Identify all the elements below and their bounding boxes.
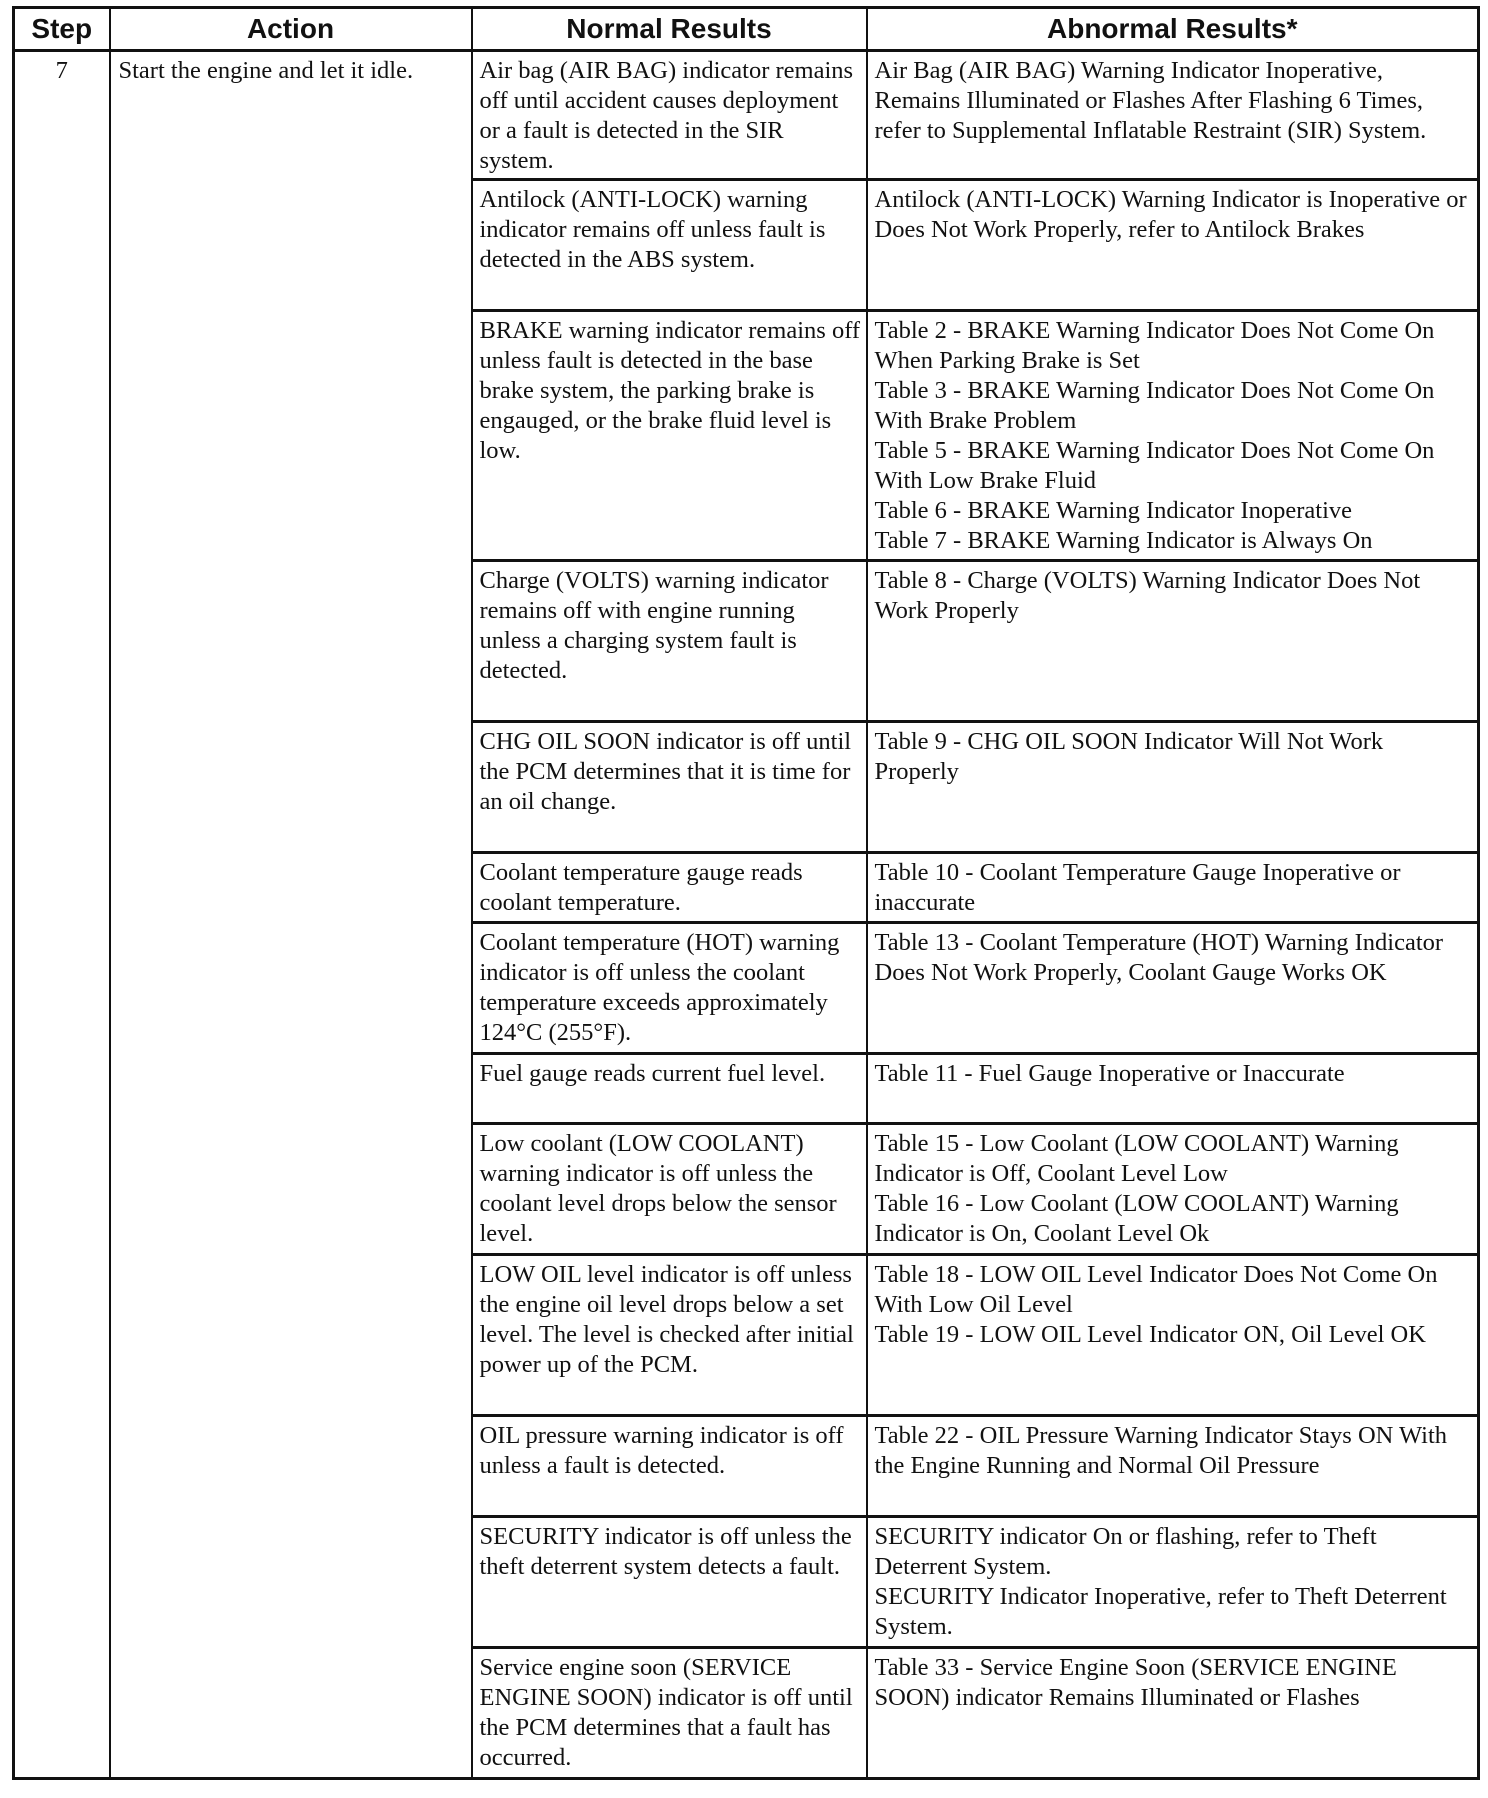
diagnostic-table-page xyxy=(12,6,1477,1780)
abnormal-result xyxy=(867,51,1479,180)
abnormal-entry: Table 5 - BRAKE Warning Indicator Does Not Come On With Low Brake Fluid xyxy=(874,437,1435,494)
abnormal-result xyxy=(867,180,1479,311)
abnormal-entry: Table 10 - Coolant Temperature Gauge Inoperative or inaccurate xyxy=(874,859,1401,916)
abnormal-result xyxy=(867,1124,1479,1255)
normal-result: BRAKE warning indicator remains off unless fault is detected in the base brake system, the parking brake is engauged, or the brake fluid level is low. xyxy=(472,311,867,561)
normal-result: OIL pressure warning indicator is off unless a fault is detected. xyxy=(472,1416,867,1517)
normal-result: Air bag (AIR BAG) indicator remains off until accident causes deployment or a fault is detected in the SIR system. xyxy=(472,51,867,180)
abnormal-entry: SECURITY Indicator Inoperative, refer to Theft Deterrent System. xyxy=(874,1583,1447,1640)
abnormal-entry: Air Bag (AIR BAG) Warning Indicator Inoperative, Remains Illuminated or Flashes After Flashing 6 Times, refer to Supplemental Inflatable Restraint (SIR) System. xyxy=(874,57,1427,144)
abnormal-result xyxy=(867,1416,1479,1517)
abnormal-entry: Table 11 - Fuel Gauge Inoperative or Inaccurate xyxy=(874,1060,1345,1087)
normal-result: LOW OIL level indicator is off unless the engine oil level drops below a set level. The level is checked after initial power up of the PCM. xyxy=(472,1255,867,1416)
abnormal-entry: Table 3 - BRAKE Warning Indicator Does Not Come On With Brake Problem xyxy=(874,377,1435,434)
normal-result: Antilock (ANTI-LOCK) warning indicator remains off unless fault is detected in the ABS system. xyxy=(472,180,867,311)
normal-result: Coolant temperature gauge reads coolant temperature. xyxy=(472,853,867,923)
abnormal-entry: Antilock (ANTI-LOCK) Warning Indicator is Inoperative or Does Not Work Properly, refer to Antilock Brakes xyxy=(874,186,1467,243)
abnormal-entry: Table 13 - Coolant Temperature (HOT) Warning Indicator Does Not Work Properly, Coolant Gauge Works OK xyxy=(874,929,1444,986)
table-body xyxy=(14,51,1479,1779)
normal-result: CHG OIL SOON indicator is off until the PCM determines that it is time for an oil change. xyxy=(472,722,867,853)
abnormal-result xyxy=(867,923,1479,1054)
abnormal-result xyxy=(867,1255,1479,1416)
abnormal-entry: Table 6 - BRAKE Warning Indicator Inoperative xyxy=(874,497,1353,524)
step-number: 7 xyxy=(14,51,110,1779)
abnormal-entry: Table 18 - LOW OIL Level Indicator Does Not Come On With Low Oil Level xyxy=(874,1261,1438,1318)
normal-result: Low coolant (LOW COOLANT) warning indicator is off unless the coolant level drops below the sensor level. xyxy=(472,1124,867,1255)
normal-results-header: Normal Results xyxy=(472,8,867,51)
abnormal-entry: Table 9 - CHG OIL SOON Indicator Will Not Work Properly xyxy=(874,728,1384,785)
normal-result: Charge (VOLTS) warning indicator remains off with engine running unless a charging system fault is detected. xyxy=(472,561,867,722)
abnormal-result xyxy=(867,1517,1479,1648)
diagnostic-table xyxy=(12,6,1480,1780)
abnormal-entry: Table 8 - Charge (VOLTS) Warning Indicator Does Not Work Properly xyxy=(874,567,1421,624)
normal-result: SECURITY indicator is off unless the theft deterrent system detects a fault. xyxy=(472,1517,867,1648)
action-header: Action xyxy=(110,8,472,51)
abnormal-result xyxy=(867,853,1479,923)
normal-result: Fuel gauge reads current fuel level. xyxy=(472,1054,867,1124)
abnormal-result xyxy=(867,311,1479,561)
header-row xyxy=(14,8,1479,51)
abnormal-result xyxy=(867,561,1479,722)
abnormal-entry: Table 2 - BRAKE Warning Indicator Does Not Come On When Parking Brake is Set xyxy=(874,317,1435,374)
abnormal-results-header: Abnormal Results* xyxy=(867,8,1479,51)
abnormal-result xyxy=(867,1648,1479,1779)
abnormal-entry: Table 19 - LOW OIL Level Indicator ON, Oil Level OK xyxy=(874,1321,1426,1348)
abnormal-result xyxy=(867,722,1479,853)
normal-result: Coolant temperature (HOT) warning indicator is off unless the coolant temperature exceeds approximately 124°C (255°F). xyxy=(472,923,867,1054)
abnormal-entry: Table 16 - Low Coolant (LOW COOLANT) Warning Indicator is On, Coolant Level Ok xyxy=(874,1190,1399,1247)
action-text: Start the engine and let it idle. xyxy=(110,51,472,1779)
abnormal-entry: Table 15 - Low Coolant (LOW COOLANT) Warning Indicator is Off, Coolant Level Low xyxy=(874,1130,1399,1187)
abnormal-entry: SECURITY indicator On or flashing, refer to Theft Deterrent System. xyxy=(874,1523,1377,1580)
abnormal-result xyxy=(867,1054,1479,1124)
table-row xyxy=(14,51,1479,180)
abnormal-entry: Table 33 - Service Engine Soon (SERVICE ENGINE SOON) indicator Remains Illuminated or Flashes xyxy=(874,1654,1397,1711)
step-header: Step xyxy=(14,8,110,51)
normal-result: Service engine soon (SERVICE ENGINE SOON) indicator is off until the PCM determines that a fault has occurred. xyxy=(472,1648,867,1779)
abnormal-entry: Table 7 - BRAKE Warning Indicator is Always On xyxy=(874,527,1373,554)
abnormal-entry: Table 22 - OIL Pressure Warning Indicator Stays ON With the Engine Running and Normal Oil Pressure xyxy=(874,1422,1448,1479)
